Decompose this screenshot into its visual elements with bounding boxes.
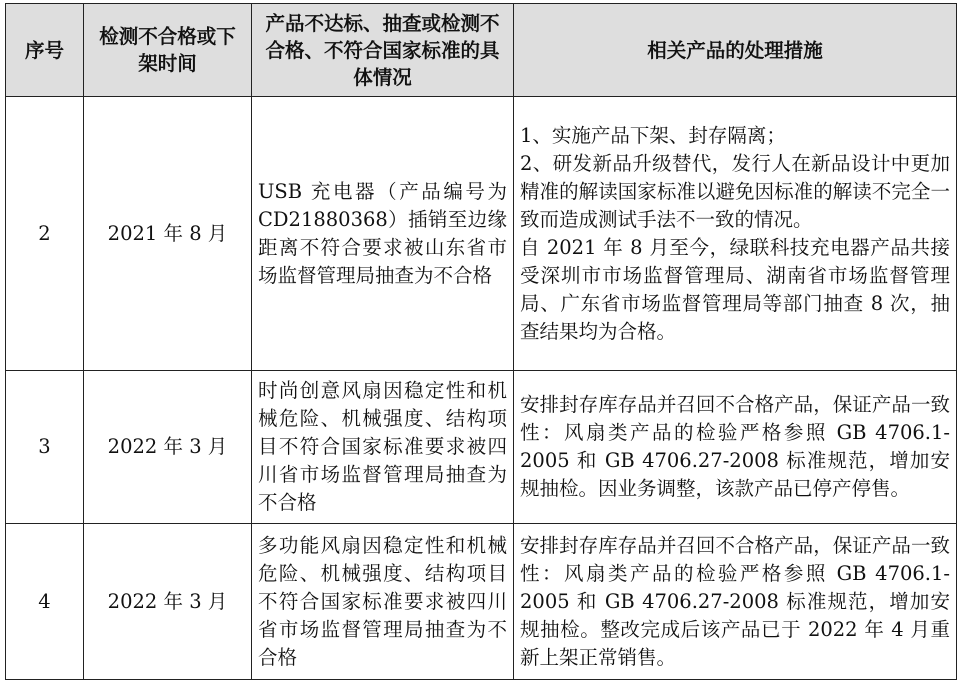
rectification-table (5, 3, 957, 680)
row-time: 2022 年 3 月 (84, 524, 252, 680)
header-measures: 相关产品的处理措施 (514, 4, 957, 97)
row-situation: 时尚创意风扇因稳定性和机械危险、机械强度、结构项目不符合国家标准要求被四川省市场监督管理局抽查为不合格 (252, 371, 514, 524)
table-header-row (6, 4, 957, 97)
measure-paragraph: 2、研发新品升级替代，发行人在新品设计中更加精准的解读国家标准以避免因标准的解读不完全一致而造成测试手法不一致的情况。 (520, 151, 950, 231)
row-serial-number: 2 (6, 97, 84, 371)
measure-paragraph: 自 2021 年 8 月至今，绿联科技充电器产品共接受深圳市市场监督管理局、湖南省市场监督管理局、广东省市场监督管理局等部门抽查 8 次，抽查结果均为合格。 (520, 235, 950, 343)
table-row (6, 524, 957, 680)
row-situation: USB 充电器（产品编号为 CD21880368）插销至边缘距离不符合要求被山东省市场监督管理局抽查为不合格 (252, 97, 514, 371)
row-measures (514, 524, 957, 680)
row-measures (514, 97, 957, 371)
row-serial-number: 4 (6, 524, 84, 680)
row-situation: 多功能风扇因稳定性和机械危险、机械强度、结构项目不符合国家标准要求被四川省市场监督管理局抽查为不合格 (252, 524, 514, 680)
header-situation: 产品不达标、抽查或检测不合格、不符合国家标准的具体情况 (252, 4, 514, 97)
measure-paragraph: 安排封存库存品并召回不合格产品，保证产品一致性：风扇类产品的检验严格参照 GB 4706.1-2005 和 GB 4706.27-2008 标准规范，增加安规抽检。整改完成后该产品已于 2022 年 4 月重新上架正常销售。 (520, 533, 950, 669)
row-time: 2021 年 8 月 (84, 97, 252, 371)
header-time: 检测不合格或下架时间 (84, 4, 252, 97)
table-row (6, 371, 957, 524)
table-row (6, 97, 957, 371)
row-time: 2022 年 3 月 (84, 371, 252, 524)
measure-paragraph: 安排封存库存品并召回不合格产品，保证产品一致性：风扇类产品的检验严格参照 GB 4706.1-2005 和 GB 4706.27-2008 标准规范，增加安规抽检。因业务调整，该款产品已停产停售。 (520, 393, 950, 500)
row-serial-number: 3 (6, 371, 84, 524)
row-measures (514, 371, 957, 524)
measure-paragraph: 1、实施产品下架、封存隔离； (520, 123, 786, 147)
header-serial-number: 序号 (6, 4, 84, 97)
